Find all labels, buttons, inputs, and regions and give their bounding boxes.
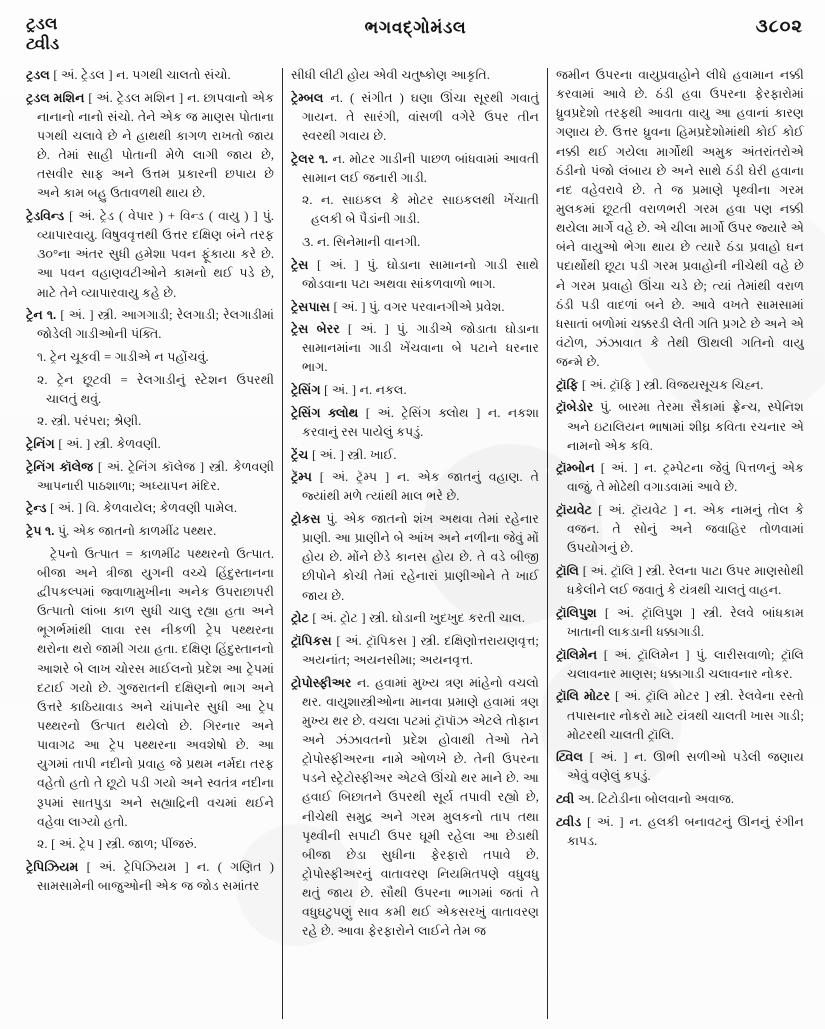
- catchword-first: ટ્રડલ: [26, 14, 58, 33]
- dictionary-entry: [291, 233, 539, 252]
- dictionary-entry: [26, 89, 274, 204]
- dictionary-entry: [556, 376, 804, 395]
- entry-headword: ટ્રેમ્બલ: [290, 90, 324, 105]
- entry-definition: [ અં. ટ્રૅમ્પ ] ન. એક જાતનું વહાણ. તે જ્યાંથી મળે ત્યાંથી માલ ભરે છે.: [301, 470, 539, 504]
- entry-definition: [ અં. ટ્રોટ ] સ્ત્રી. ઘોડાની ખુદખુદ કરતી ચાલ.: [312, 611, 525, 626]
- entry-headword: ટ્રેડવિન્ડ: [26, 208, 65, 223]
- entry-headword: ટ્રૉપિકસ: [290, 633, 332, 648]
- entry-headword: ટ્રૉફિ: [555, 377, 579, 392]
- entry-definition: સીધી લીટી હોય એવી ચતુષ્કોણ આકૃતિ.: [290, 68, 490, 82]
- dictionary-entry: [556, 813, 804, 851]
- entry-definition: [ અં. ટ્રેડલ ] ન. પગથી ચાલતો સંચો.: [53, 68, 231, 82]
- entry-headword: ટ્રૉયવેટ: [555, 503, 593, 518]
- entry-definition: ૩. ન. સિનેમાની વાનગી.: [301, 235, 421, 250]
- dictionary-entry: [26, 66, 274, 85]
- dictionary-entry: [556, 501, 804, 558]
- entry-definition: [ અં. ટ્રૉલિમેન ] પું. લારીસવાળો; ટ્રૉલિ ચલાવનાર માણસ; ધક્કાગાડી ચલાવનાર નોકર.: [566, 647, 804, 681]
- entry-headword: ટ્રૉલિ: [555, 564, 579, 579]
- entry-headword: ટ્રેસ: [290, 257, 309, 272]
- column-1: [18, 66, 283, 1021]
- page-content: [18, 10, 813, 1021]
- entry-headword: ટ્વીડ: [555, 814, 582, 829]
- dictionary-entry: [291, 298, 539, 317]
- entry-definition: ૨. ટ્રેન છૂટવી = રેલગાડીનું સ્ટેશન ઉપરથી ચાલતું થવું.: [37, 372, 274, 406]
- column-container: [18, 66, 813, 1021]
- dictionary-entry: [291, 632, 539, 670]
- dictionary-entry: [556, 66, 804, 372]
- entry-headword: ટ્રૅમ્પ: [290, 470, 312, 485]
- entry-headword: ટ્રોટ: [290, 611, 309, 626]
- entry-definition: પું. એક જાતનો શંખ અથવા તેમાં રહેનાર પ્રાણી. આ પ્રાણીને બે આંખ અને નળીના જેવું મોં હોય છે. મોંને છેડે કાનસ હોય છે. તે વડે બીજી છીપોને કોચી તેમાં રહેનારાં પ્રાણીઓને તે ખાઈ જાય છે.: [301, 511, 539, 603]
- dictionary-entry: [556, 459, 804, 497]
- entry-definition: ૨. [ અં. ટ્રેપ ] સ્ત્રી. જાળ; પીંજરું.: [37, 837, 197, 852]
- dictionary-entry: [556, 646, 804, 684]
- entry-headword: ટ્રેનિંગ કૉલેજ: [26, 459, 94, 474]
- entry-definition: ટ્રેપનો ઉત્પાત = કાળમીંઢ પથ્થરનો ઉત્પાત. બીજા અને ત્રીજા યુગની વચ્ચે હિંદુસ્તાનના દ્વીપકલ્પમાં જ્વાળામુખીના અનેક ઉપરાછાપરી ઉત્પાતો લાંબા કાળ સુધી ચાલુ રહ્યા હતા અને ભૂગર્ભમાંથી લાવા રસ નીકળી ટ્રેપ પથ્થરના થરોના થરો જામી ગયા હતા. દક્ષિણ હિંદુસ્તાનનો આશરે બે લાખ ચોરસ માઈલનો પ્રદેશ આ ટ્રેપમાં દટાઈ ગયો છે. ગુજરાતની દક્ષિણનો ભાગ અને ઉત્તરે કાઠિયાવાડ અને ચાંપાનેર સુધી આ ટ્રેપ પથ્થરનો ઉત્પાત થયેલો છે. ગિરનાર અને પાવાગઢ આ ટ્રેપ પથ્થરના અવશેષો છે. આ યુગમાં તાપી નદીનો પ્રવાહ જે પ્રથમ નર્મદા તરફ વહેતો હતો તે છૂટો પડી ગયો અને સ્વતંત્ર નદીના રૂપમાં સાતપુડા અને સહ્યાદ્રિની વચમાં થઈને વહેવા લાગ્યો હતો.: [37, 546, 274, 829]
- dictionary-entry: [26, 412, 274, 431]
- entry-definition: [ અં. ટ્રૉલિ મોટર ] સ્ત્રી. રેલવેના રસ્તો તપાસનાર નોકરો માટે યંત્રથી ચાલતી ખાસ ગાડી; મોટરથી ચાલતી ટ્રૉલિ.: [566, 689, 804, 742]
- entry-definition: અ. ટિટોડીના બોલવાનો અવાજ.: [577, 792, 735, 807]
- book-title: ભગવદ્ગોમંડલ: [364, 18, 467, 37]
- dictionary-entry: [291, 609, 539, 628]
- entry-definition: [ અં. ] ન. ટ્રમ્પેટના જેવું પિત્તળનું એક વાજું. તે મોઢેથી વગાડવામાં આવે છે.: [566, 461, 804, 495]
- entry-definition: [ અં. ] ન. નકલ.: [324, 383, 407, 398]
- dictionary-entry: [291, 89, 539, 146]
- dictionary-entry: [26, 458, 274, 496]
- dictionary-entry: [291, 256, 539, 294]
- dictionary-entry: [291, 468, 539, 506]
- entry-definition: [ અં. ટ્રૉલિ ] સ્ત્રી. રેલના પાટા ઉપર માણસોથી ધકેલીને લઈ જવાતું કે યંત્રથી ચાલતું વાહન.: [566, 564, 804, 598]
- entry-definition: [ અં. ટ્રેનિંગ કૉલેજ ] સ્ત્રી. કેળવણી આપનારી પાઠશાળા; અધ્યાપન મંદિર.: [37, 459, 274, 493]
- dictionary-entry: [291, 404, 539, 442]
- entry-definition: [ અં. ટ્રેપિઝિયમ ] ન. ( ગણિત ) સામસામેની બાજુઓની એક જ જોડ સમાંતર: [37, 859, 274, 894]
- entry-definition: [ અં. ટ્રેસિંગ ક્લોથ ] ન. નકશા કરવાનું રસ પાયેલું કપડું.: [301, 405, 539, 439]
- entry-definition: [ અં. ] ન. હલકી બનાવટનું ઊનનું રંગીન કાપડ.: [566, 814, 804, 848]
- dictionary-entry: [556, 687, 804, 744]
- entry-headword: ટ્રેલર ૧.: [290, 151, 329, 166]
- entry-definition: [ અં. ટ્રૉયવેટ ] ન. એક નામનું તોલ કે વજન. તે સોનું અને જવાહિર તોળવામાં ઉપયોગનું છે.: [566, 503, 804, 556]
- entry-definition: [ અં. ] ન. ઊભી સળીઓ પડેલી જણાય એવું વણેલું કપડું.: [566, 750, 804, 784]
- entry-headword: ટ્રોપોસ્ફીઅર: [290, 675, 352, 690]
- entry-definition: [ અં. ટ્રૉલિપુશ ] સ્ત્રી. રેલવે બાંધકામ ખાતાની લાકડાની ધક્કાગાડી.: [566, 605, 804, 639]
- entry-headword: ટ્રડલ મશિન: [26, 90, 85, 105]
- dictionary-entry: [556, 790, 804, 809]
- dictionary-entry: [291, 446, 539, 465]
- entry-definition: [ અં. ] સ્ત્રી. આગગાડી; રેલગાડી; રેલગાડીમાં જોડેલી ગાડીઓની પંક્તિ.: [37, 308, 274, 342]
- page-header: [18, 10, 813, 70]
- page-number: ૩૮૦૨: [755, 16, 803, 36]
- dictionary-entry: [556, 604, 804, 642]
- entry-headword: ટ્રોકસ: [290, 511, 321, 526]
- entry-definition: [ અં. ] સ્ત્રી. ખાઈ.: [311, 447, 397, 462]
- dictionary-entry: [291, 381, 539, 400]
- dictionary-entry: [26, 522, 274, 541]
- dictionary-entry: [291, 150, 539, 188]
- entry-definition: [ અં. ટ્રૉપિકસ ] સ્ત્રી. દક્ષિણોત્તરાયણવૃત્ત; અયનાંત; અયનસીમા; અયનવૃત્ત.: [301, 633, 539, 667]
- entry-headword: ટ્રૉમ્બોન: [555, 461, 595, 476]
- dictionary-entry: [556, 562, 804, 600]
- dictionary-entry: [556, 748, 804, 786]
- entry-definition: [ અં. ટ્રેડ ( વેપાર ) + વિન્ડ ( વાયુ ) ] પું. વ્યાપારવાયુ. વિષુવવૃત્તથી ઉત્તર દક્ષિણ બંને તરફ ૩૦°ના અંતર સુધી હમેશા પવન ફૂંકાયા કરે છે. આ પવન વહાણવટીઓને કામનો થઈ પડે છે, માટે તેને વ્યાપારવાયુ કહે છે.: [37, 208, 274, 300]
- entry-headword: ટ્રેન્ડ: [26, 501, 47, 516]
- dictionary-entry: [26, 207, 274, 303]
- dictionary-entry: [291, 320, 539, 377]
- dictionary-entry: [26, 435, 274, 454]
- entry-definition: ૨. સ્ત્રી. પરંપરા; શ્રેણી.: [37, 414, 142, 429]
- dictionary-entry: [26, 858, 274, 896]
- entry-headword: ટ્રૉબેડોર: [555, 400, 594, 415]
- entry-definition: [ અં. ટ્રૉફિ ] સ્ત્રી. વિજયસૂચક ચિહ્ન.: [581, 377, 764, 392]
- entry-headword: ટ્રૉલિમેન: [555, 647, 598, 662]
- column-2: [283, 66, 548, 1021]
- entry-definition: [ અં. ] વિ. કેળવાયેલ; કેળવણી પામેલ.: [50, 501, 238, 516]
- dictionary-entry: [26, 545, 274, 832]
- dictionary-entry: [291, 674, 539, 942]
- entry-definition: ૧. ટ્રેન ચૂકવી = ગાડીએ ન પહોંચવું.: [37, 349, 209, 364]
- dictionary-entry: [26, 371, 274, 409]
- entry-definition: ન. ( સંગીત ) ઘણા ઊંચા સૂરથી ગવાતું ગાયન. તે સારંગી, વાંસળી વગેરે ઉપર તીન સ્વરથી ગવાય છે.: [301, 90, 539, 143]
- entry-headword: ટ્રડલ: [26, 68, 50, 82]
- entry-definition: ન. મોટર ગાડીની પાછળ બાંધવામાં આવતી સામાન લઈ જનારી ગાડી.: [301, 151, 539, 185]
- entry-headword: ટ્રેન ૧.: [26, 308, 57, 323]
- entry-headword: ટ્રેનિંગ: [26, 437, 55, 452]
- entry-definition: જમીન ઉપરના વાયુપ્રવાહોને લીધે હવામાન નક્કી કરવામાં આવે છે. ઠંડી હવા ઉપરના ફેરફારોમાં ધ્રુવપ્રદેશો તરફથી આવતા વાયુ આ હવાનાં કારણ ગણાય છે. ઉત્તર ધ્રુવના હિમપ્રદેશોમાંથી કોઈ કોઈ નક્કી થઈ ગયેલા માર્ગોથી અમુક અંતરાંતરોએ ઠંડીનો પંજો લંબાય છે અને સાથે ઠંડી ઘેરી હવાના નદ વહેવરાવે છે. તે જ પ્રમાણે પૃથ્વીના ગરમ મુલકમાં છૂટતી વરાળભરી ગરમ હવા પણ નક્કી થયેલા માર્ગે વહે છે. એ ચીલા માર્ગો ઉપર જ્યારે એ બંને વાયુઓ ભેગા થાય છે ત્યારે ઠંડા પ્રવાહો ઘન પદાર્થોથી છૂટા પડી ગરમ પ્રવાહોની નીચેથી વહે છે ને ગરમ પ્રવાહો ઊંચા ચડે છે; ત્યાં તેમાંથી વરાળ ઠંડી પડી વાદળાં બને છે. આવે વખતે સામસામાં ધસાતાં બળોમાં ચક્કરડી લેતી ગતિ પ્રગટે છે અને એ વંટોળ, ઝંઝાવાત કે તેથી ઊથલી ગતિનો વાયુ જન્મે છે.: [555, 68, 804, 370]
- catchword-last: ટ્વીડ: [26, 34, 60, 54]
- dictionary-entry: [556, 398, 804, 455]
- entry-headword: ટ્રેસપાસ: [290, 299, 330, 314]
- entry-definition: [ અં. ] પું. વગર પરવાનગીએ પ્રવેશ.: [333, 299, 505, 314]
- dictionary-entry: [26, 499, 274, 518]
- dictionary-entry: [26, 306, 274, 344]
- entry-headword: ટ્રેપ ૧.: [26, 524, 55, 539]
- entry-definition: પું. બારમા તેરમા સૈકામાં ફ્રેન્ચ, સ્પેનિશ અને ઇટાલિયન ભાષામાં શીઘ્ર કવિતા રચનાર એ નામનો એક કવિ.: [566, 400, 804, 453]
- entry-definition: [ અં. ] સ્ત્રી. કેળવણી.: [58, 437, 161, 452]
- entry-definition: પું. એક જાતનો કાળમીંઢ પથ્થર.: [57, 524, 217, 539]
- entry-definition: ન. હવામાં મુખ્ય ત્રણ માંહેનો વચલો થર. વાયુશાસ્ત્રીઓના માનવા પ્રમાણે હવામાં ત્રણ મુખ્ય થર છે. વચલા પટમાં ટ્રૉપૉઝ એટલે તોફાન અને ઝંઝાવતનો પ્રદેશ હોવાથી તેઓ તેને ટ્રોપોસ્ફીઅરના નામે ઓળખે છે. તેની ઉપરના પડને સ્ટ્રેટોસ્ફીઅર એટલે ઊંચો થર માને છે. આ હવાઈ બિછાતને ઉપરથી સૂર્ય તપાવી રહ્યો છે, નીચેથી સમુદ્ર અને ગરમ મુલકનો તાપ તથા પૃથ્વીની સપાટી ઉપર ઘૂમી રહેલા આ છેડાથી બીજા છેડા સુધીના ફેરફારો તપાવે છે. ટ્રોપોસ્ફીઅરનું વાતાવરણ નિયમિતપણે વધુવધુ થતું જાય છે. સૌથી ઉપરના ભાગમાં જતાં તે વધુઘટુપણું સાવ કમી થઈ એકસરખું વાતાવરણ રહે છે. આવા ફેરફારોને લાઈને તેમ જ: [301, 675, 539, 939]
- entry-headword: ટ્રેંચ: [290, 447, 309, 462]
- entry-headword: ટ્રૉલિ મોટર: [555, 689, 610, 704]
- entry-definition: [ અં. ટ્રેડલ મશિન ] ન. છાપવાનો એક નાનાનો નાનો સંચો. તેને એક જ માણસ પોતાના પગથી ચલાવે છે ને હાથથી કાગળ રાખતો જાય છે. તેમાં સાહી પોતાની મેળે લાગી જાય છે, તસવીર સાફ અને ઉત્તમ પ્રકારની છપાય છે અને કામ બહુ ઉતાવળથી થાય છે.: [37, 90, 274, 201]
- dictionary-entry: [291, 191, 539, 229]
- entry-headword: ટ્રેસ બેરર: [290, 322, 340, 337]
- entry-definition: [ અં. ] પું. ઘોડાના સામાનનો ગાડી સાથે જોડવાના પટા અથવા સાંકળવાળો ભાગ.: [301, 257, 539, 291]
- entry-headword: ટ્રેસિંગ ક્લોથ: [290, 405, 359, 420]
- column-3: [548, 66, 813, 1021]
- dictionary-entry: [291, 510, 539, 606]
- entry-headword: ટ્વી: [555, 792, 575, 807]
- entry-definition: [ અં. ] પું. ગાડીએ જોડાતા ઘોડાના સામાનમાંના ગાડી ખેંચવાના બે પટાને ધરનાર ભાગ.: [301, 322, 539, 375]
- dictionary-entry: [291, 66, 539, 85]
- dictionary-entry: [26, 348, 274, 367]
- entry-headword: ટ્રેસિંગ: [290, 383, 321, 398]
- dictionary-entry: [26, 835, 274, 854]
- entry-headword: ટ્વિલ: [555, 750, 583, 765]
- entry-definition: ૨. ન. સાઇકલ કે મોટર સાઇકલથી ખેંચાતી હલકી બે પૈડાંની ગાડી.: [301, 193, 539, 227]
- entry-headword: ટ્રૉલિપુશ: [555, 605, 597, 620]
- entry-headword: ટ્રેપિઝિયમ: [26, 859, 79, 874]
